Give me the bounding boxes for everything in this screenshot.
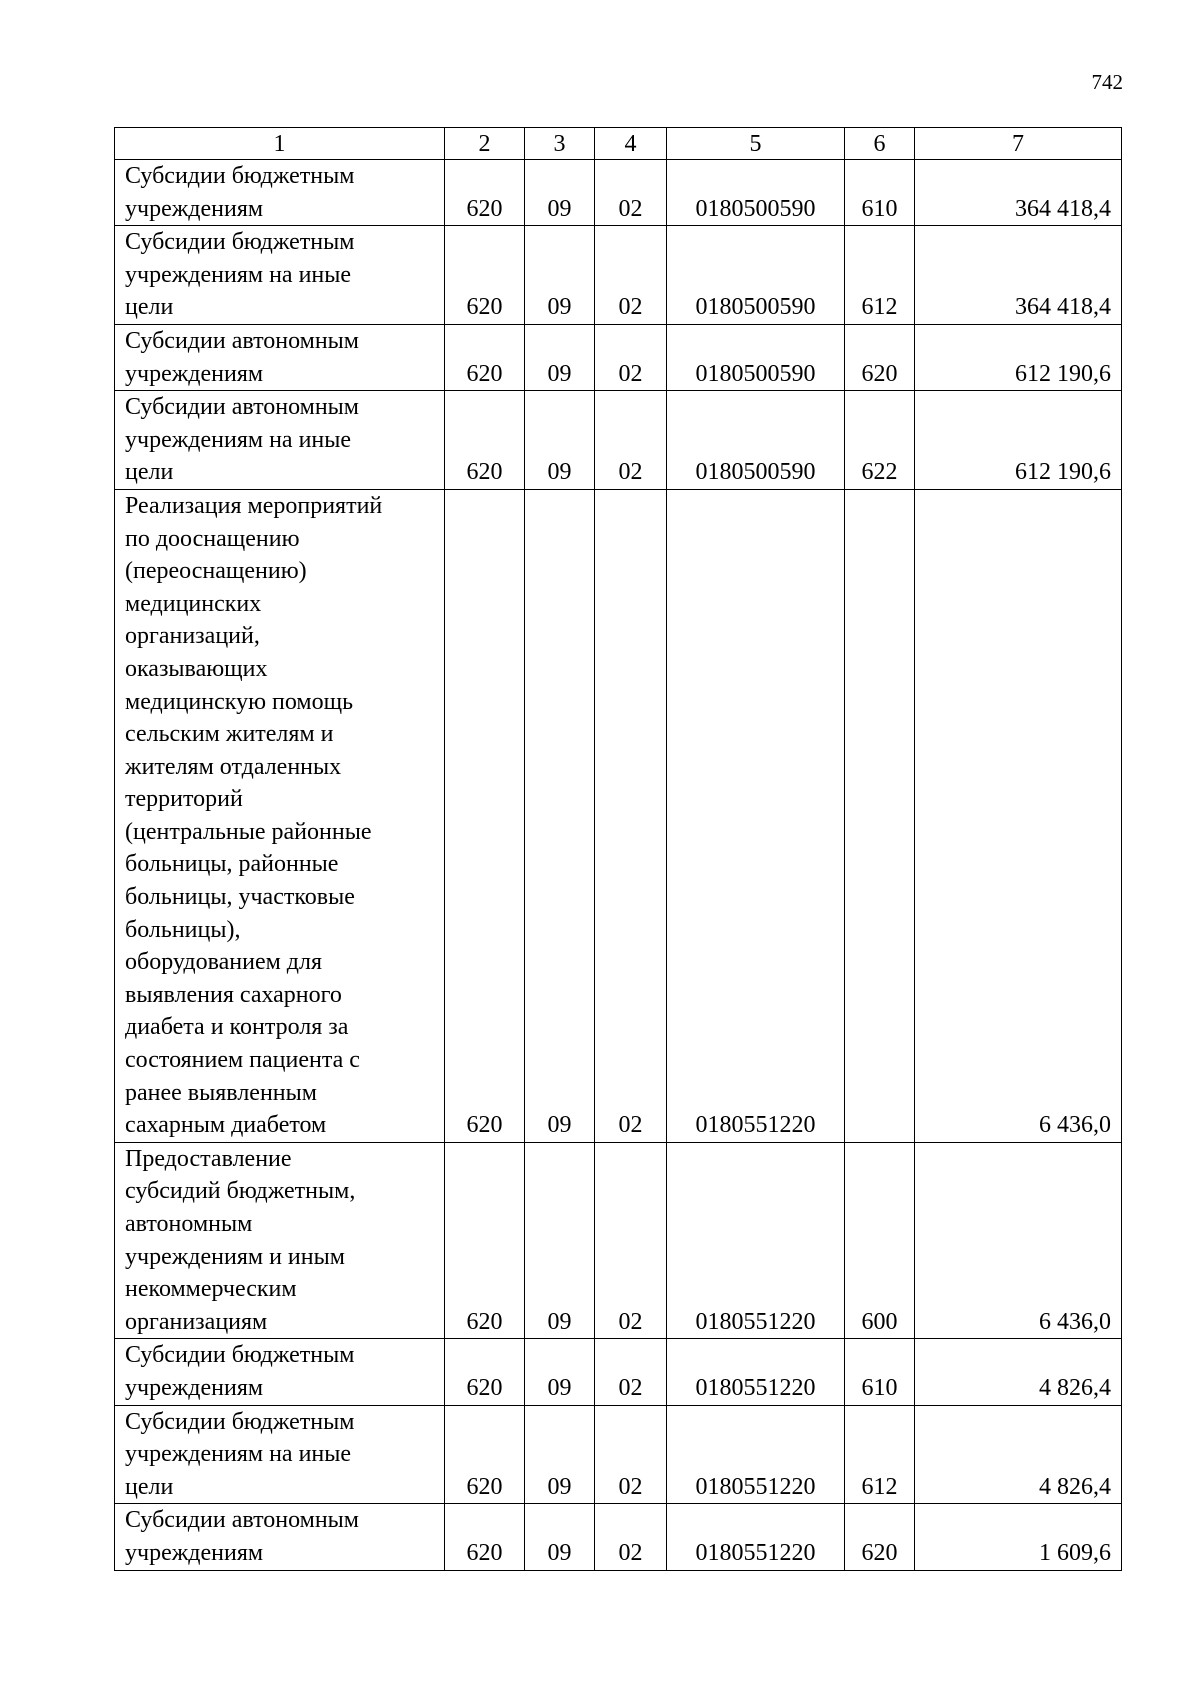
row-name-line: учреждениям (125, 1374, 264, 1401)
page-number: 742 (1091, 70, 1123, 94)
table-row (115, 324, 1122, 390)
row-name-line: Субсидии бюджетным (125, 1342, 355, 1369)
row-vr-cell: 612 (845, 226, 915, 325)
table-row (115, 1405, 1122, 1504)
row-rz-cell: 09 (525, 1504, 595, 1570)
column-header-7: 7 (915, 128, 1122, 160)
column-header-4: 4 (595, 128, 667, 160)
column-header-2: 2 (445, 128, 525, 160)
row-pr-cell: 02 (595, 489, 667, 1142)
row-amount-cell: 6 436,0 (915, 489, 1122, 1142)
row-name-line: субсидий бюджетным, (125, 1178, 356, 1205)
row-rz-cell: 09 (525, 324, 595, 390)
table-row (115, 226, 1122, 325)
row-name-cell (115, 324, 445, 390)
row-name-line: больницы, участковые (125, 884, 355, 911)
row-name-line: сахарным диабетом (125, 1112, 327, 1139)
row-csr-cell: 0180551220 (667, 1339, 845, 1405)
row-vr-cell (845, 489, 915, 1142)
row-name-cell (115, 160, 445, 226)
row-name-line: учреждениям (125, 360, 264, 387)
column-header-row (115, 128, 1122, 160)
table-row (115, 391, 1122, 490)
row-rz-cell: 09 (525, 391, 595, 490)
row-name-line: медицинских (125, 590, 262, 617)
row-csr-cell: 0180551220 (667, 1142, 845, 1339)
row-name-line: Субсидии автономным (125, 1507, 359, 1534)
column-header-1: 1 (115, 128, 445, 160)
row-name-line: Субсидии бюджетным (125, 163, 355, 189)
column-header-6: 6 (845, 128, 915, 160)
row-name-cell (115, 391, 445, 490)
row-ved-cell: 620 (445, 1405, 525, 1504)
row-ved-cell: 620 (445, 324, 525, 390)
row-csr-cell: 0180551220 (667, 1504, 845, 1570)
row-vr-cell: 610 (845, 1339, 915, 1405)
row-ved-cell: 620 (445, 1339, 525, 1405)
row-rz-cell: 09 (525, 1339, 595, 1405)
row-name-line: учреждениям (125, 1539, 264, 1566)
row-ved-cell: 620 (445, 391, 525, 490)
row-name-line: больницы), (125, 916, 241, 943)
row-name-line: диабета и контроля за (125, 1014, 349, 1041)
row-name-cell (115, 1339, 445, 1405)
row-amount-cell: 6 436,0 (915, 1142, 1122, 1339)
row-csr-cell: 0180500590 (667, 324, 845, 390)
row-csr-cell: 0180551220 (667, 1405, 845, 1504)
row-rz-cell: 09 (525, 1142, 595, 1339)
row-name-line: учреждениям и иным (125, 1243, 345, 1270)
row-pr-cell: 02 (595, 324, 667, 390)
row-csr-cell: 0180500590 (667, 160, 845, 226)
row-name-line: (переоснащению) (125, 558, 307, 585)
row-amount-cell: 1 609,6 (915, 1504, 1122, 1570)
row-name-line: Субсидии бюджетным (125, 1408, 355, 1435)
row-csr-cell: 0180500590 (667, 226, 845, 325)
row-name-line: учреждениям на иные (125, 261, 352, 288)
row-name-cell (115, 1405, 445, 1504)
row-name-line: учреждениям (125, 195, 264, 222)
row-name-line: оборудованием для (125, 949, 323, 976)
row-amount-cell: 4 826,4 (915, 1339, 1122, 1405)
row-name-line: Субсидии автономным (125, 394, 359, 421)
row-amount-cell: 364 418,4 (915, 226, 1122, 325)
row-name-line: сельским жителям и (125, 721, 334, 748)
row-name-line: учреждениям на иные (125, 1441, 352, 1468)
row-name-line: цели (125, 1473, 174, 1500)
table-row (115, 1142, 1122, 1339)
row-name-line: по дооснащению (125, 525, 300, 552)
row-name-cell (115, 1142, 445, 1339)
table-row (115, 160, 1122, 226)
row-name-line: состоянием пациента с (125, 1047, 360, 1074)
row-name-line: оказывающих (125, 655, 268, 682)
row-amount-cell: 364 418,4 (915, 160, 1122, 226)
row-name-line: территорий (125, 786, 243, 813)
row-name-line: организаций, (125, 623, 260, 650)
row-name-line: жителям отдаленных (125, 753, 342, 780)
row-amount-cell: 612 190,6 (915, 324, 1122, 390)
row-pr-cell: 02 (595, 1339, 667, 1405)
row-vr-cell: 620 (845, 1504, 915, 1570)
row-vr-cell: 600 (845, 1142, 915, 1339)
row-ved-cell: 620 (445, 226, 525, 325)
row-amount-cell: 4 826,4 (915, 1405, 1122, 1504)
row-rz-cell: 09 (525, 226, 595, 325)
row-name-line: цели (125, 294, 174, 321)
row-name-line: учреждениям на иные (125, 426, 352, 453)
row-rz-cell: 09 (525, 1405, 595, 1504)
row-name-line: организациям (125, 1308, 268, 1335)
row-name-cell (115, 1504, 445, 1570)
row-name-line: выявления сахарного (125, 981, 342, 1008)
row-vr-cell: 620 (845, 324, 915, 390)
row-csr-cell: 0180551220 (667, 489, 845, 1142)
row-pr-cell: 02 (595, 391, 667, 490)
row-ved-cell: 620 (445, 1142, 525, 1339)
row-amount-cell: 612 190,6 (915, 391, 1122, 490)
row-name-line: больницы, районные (125, 851, 339, 878)
row-csr-cell: 0180500590 (667, 391, 845, 490)
table-row (115, 1339, 1122, 1405)
row-name-line: Субсидии бюджетным (125, 229, 355, 256)
row-ved-cell: 620 (445, 1504, 525, 1570)
row-name-line: некоммерческим (125, 1276, 297, 1303)
table-row (115, 1504, 1122, 1570)
row-name-line: цели (125, 459, 174, 486)
row-name-line: ранее выявленным (125, 1079, 317, 1106)
row-rz-cell: 09 (525, 489, 595, 1142)
column-header-3: 3 (525, 128, 595, 160)
row-rz-cell: 09 (525, 160, 595, 226)
row-ved-cell: 620 (445, 489, 525, 1142)
budget-table (114, 127, 1122, 1571)
row-name-line: (центральные районные (125, 818, 372, 845)
row-vr-cell: 612 (845, 1405, 915, 1504)
table-row (115, 489, 1122, 1142)
table-body (115, 128, 1122, 1571)
row-name-line: Реализация мероприятий (125, 492, 383, 519)
row-vr-cell: 622 (845, 391, 915, 490)
column-header-5: 5 (667, 128, 845, 160)
row-name-cell (115, 226, 445, 325)
row-name-line: Субсидии автономным (125, 327, 359, 354)
row-pr-cell: 02 (595, 1504, 667, 1570)
row-pr-cell: 02 (595, 1142, 667, 1339)
row-name-line: медицинскую помощь (125, 688, 354, 715)
row-name-cell (115, 489, 445, 1142)
row-pr-cell: 02 (595, 226, 667, 325)
row-pr-cell: 02 (595, 1405, 667, 1504)
row-pr-cell: 02 (595, 160, 667, 226)
row-vr-cell: 610 (845, 160, 915, 226)
row-ved-cell: 620 (445, 160, 525, 226)
row-name-line: Предоставление (125, 1145, 292, 1172)
row-name-line: автономным (125, 1211, 253, 1237)
